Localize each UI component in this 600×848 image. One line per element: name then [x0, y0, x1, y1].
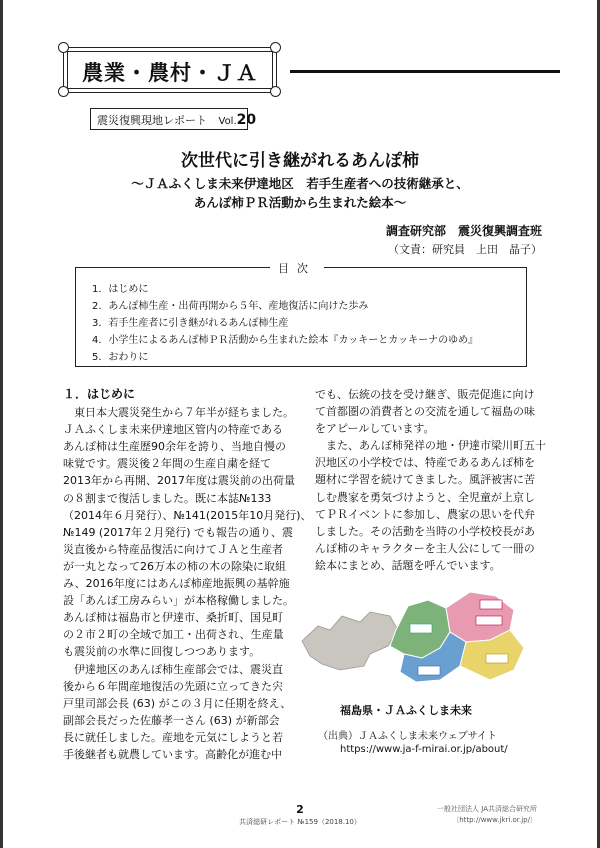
text-line: 副部会長だった佐藤孝一さん (63) が新部会 [63, 713, 280, 727]
text-line: 味覚です。震災後２年間の生産自粛を経て [63, 457, 272, 471]
left-paragraph [63, 404, 312, 763]
journal-issue: 共済総研レポート №159（2018.10） [239, 818, 361, 826]
ornament-icon [270, 42, 281, 53]
page-number: 2 [296, 803, 304, 816]
region-aizu [302, 612, 398, 670]
category-title: 農業・農村・ＪＡ [82, 60, 258, 85]
text-line: 題材に学習を続けてきました。風評被害に苦 [315, 473, 535, 487]
text-line: 2013年から再開、2017年度は震災前の出荷量 [63, 474, 295, 488]
text-line: 東日本大震災発生から７年半が経ちました。 [63, 406, 294, 420]
text-line: （2014年６月発行）、№141(2015年10月発行)、 [63, 508, 312, 522]
text-line: ＪＡふくしま未来伊達地区管内の特産である [63, 423, 283, 437]
publisher-url: 〔http://www.jkri.or.jp/〕 [452, 816, 537, 824]
body-column-left [63, 386, 312, 763]
map-caption: 福島県・ＪＡふくしま未来 [340, 704, 472, 717]
header-rule [290, 70, 560, 73]
text-line: の２市２町の全域で加工・出荷され、生産量 [63, 628, 284, 642]
publisher-name: 一般社団法人 JA共済総合研究所 [437, 805, 537, 813]
section-heading: １．はじめに [63, 387, 136, 401]
vol-prefix: Vol. [218, 116, 237, 127]
text-line: んぽ柿のキャラクターを主人公にして一冊の [315, 541, 535, 555]
text-line: て首都圏の消費者との交流を通して福島の味 [315, 405, 535, 419]
toc-item: 1．はじめに [92, 284, 149, 295]
text-line: が一丸となって26万本の柿の木の除染に取組 [63, 559, 286, 573]
toc-item: 3．若手生産者に引き継がれるあんぽ柿生産 [92, 318, 289, 329]
map-label-box [486, 654, 508, 663]
text-line: 戸里司部会長 (63) がこの３月に任期を終え、 [63, 696, 292, 710]
toc-item: 5．おわりに [92, 352, 149, 363]
vol-number: 20 [236, 112, 257, 128]
text-line: あんぽ柿は生産歴90余年を誇り、当地自慢の [63, 440, 286, 454]
text-line: の８割まで復活しました。既に本誌№133 [63, 491, 272, 505]
author-dept: 調査研究部 震災復興調査班 [385, 224, 542, 238]
text-line: 絵本にまとめ、話題を呼んでいます。 [315, 558, 501, 572]
series-label-box [90, 108, 257, 130]
ornament-icon [58, 42, 69, 53]
source-label: （出典）ＪＡふくしま未来ウェブサイト [318, 731, 497, 742]
text-line: しました。その活動を当時の小学校校長があ [315, 524, 535, 538]
text-line: 設「あんぽ工房みらい」が本格稼働しました。 [63, 594, 294, 608]
series-name: 震災復興現地レポート [97, 114, 207, 127]
page-border-left [0, 0, 3, 848]
text-line: み、2016年度にはあんぽ柿産地振興の基幹施 [63, 577, 290, 591]
text-line: 沢地区の小学校では、特産であるあんぽ柿を [315, 456, 535, 470]
toc-item: 2．あんぽ柿生産・出荷再開から５年、産地復活に向けた歩み [92, 301, 369, 312]
ornament-icon [270, 86, 281, 97]
article-subtitle-line2: あんぽ柿ＰＲ活動から生まれた絵本～ [193, 195, 407, 210]
text-line: 手後継者も就農しています。高齢化が進む中 [63, 747, 283, 761]
text-line: も震災前の水準に回復しつつあります。 [63, 645, 261, 659]
text-line: あんぽ柿は福島市と伊達市、桑折町、国見町 [63, 611, 283, 625]
body-column-right [315, 386, 547, 574]
author-writer: （文責：研究員 上田 晶子） [388, 243, 542, 256]
toc-list [92, 281, 478, 366]
right-paragraph [315, 386, 547, 574]
text-line: でも、伝統の技を受け継ぎ、販売促進に向け [315, 388, 535, 401]
category-box [63, 47, 277, 93]
text-line: 後から６年間産地復活の先頭に立ってきた宍 [63, 679, 283, 693]
text-line: №149 (2017年２月発行) でも報告の通り、震 [63, 525, 294, 539]
text-line: をアピールしています。 [315, 422, 435, 436]
series-label [97, 112, 256, 128]
text-line: 災直後から特産品復活に向けてＪＡと生産者 [63, 542, 283, 556]
table-of-contents [75, 267, 527, 367]
map-label-box [476, 616, 502, 625]
map-label-box [418, 666, 440, 675]
article-subtitle-line1: ～ＪＡふくしま未来伊達地区 若手生産者への技術継承と、 [131, 176, 469, 191]
map-label-box [480, 600, 502, 609]
map-label-box [410, 624, 432, 633]
toc-heading: 目次 [270, 260, 324, 276]
text-line: てＰＲイベントに参加し、農家の思いを代弁 [315, 507, 535, 521]
fukushima-map [300, 586, 538, 686]
ornament-icon [58, 86, 69, 97]
text-line: 伊達地区のあんぽ柿生産部会では、震災直 [63, 662, 283, 676]
article-title: 次世代に引き継がれるあんぽ柿 [181, 151, 419, 171]
text-line: しむ農家を勇気づけようと、全児童が上京し [315, 490, 535, 504]
toc-item: 4．小学生によるあんぽ柿ＰＲ活動から生まれた絵本『カッキーとカッキーナのゆめ』 [92, 335, 479, 346]
source-url: https://www.ja-f-mirai.or.jp/about/ [340, 744, 508, 755]
text-line: 長に就任しました。産地を元気にしようと若 [63, 730, 283, 744]
text-line: また、あんぽ柿発祥の地・伊達市梁川町五十 [315, 439, 546, 453]
